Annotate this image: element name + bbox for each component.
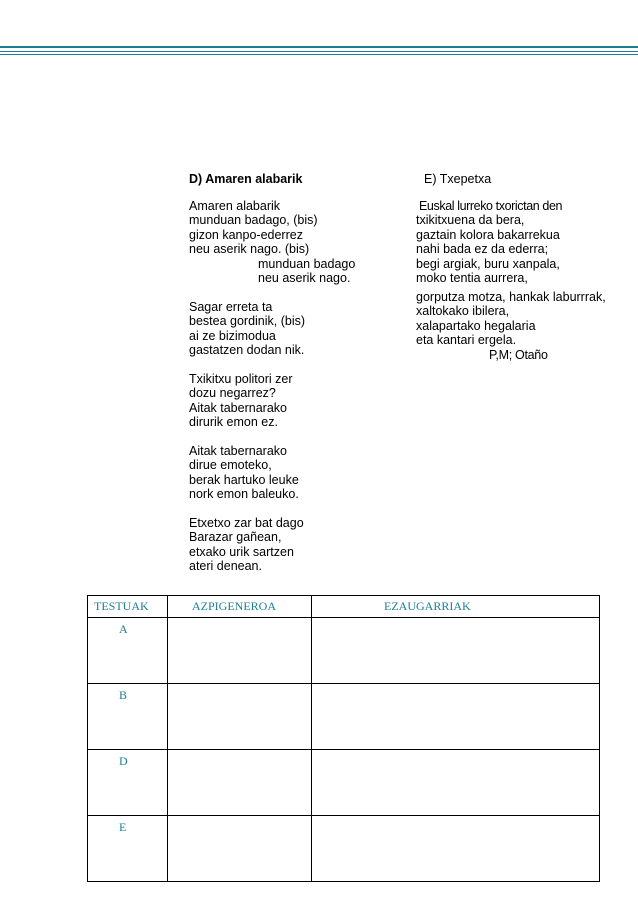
poem-e: [416, 172, 631, 362]
poem-line: Barazar gañean,: [189, 530, 282, 544]
poem-line: Aitak tabernarako: [189, 400, 287, 415]
poem-line: txikitxuena da bera,: [416, 213, 525, 227]
poem-line: dozu negarrez?: [189, 386, 276, 400]
poem-line: ateri denean.: [189, 559, 262, 573]
poem-line: Sagar erreta ta: [189, 299, 273, 314]
poem-line: Etxetxo zar bat dago: [189, 515, 304, 530]
row-label: B: [88, 684, 168, 750]
ezaugarriak-cell[interactable]: [312, 618, 600, 684]
poem-d-stanza-1: [189, 199, 389, 286]
poem-line-refrain: neu aserik nago.: [258, 271, 351, 285]
poem-d-stanza-4: [189, 444, 389, 502]
table-row: [88, 750, 600, 816]
poem-line: Euskal lurreko txorictan den: [419, 198, 563, 213]
table-row: [88, 618, 600, 684]
poem-line: nork emon baleuko.: [189, 487, 299, 501]
header-rule-thick: [0, 46, 638, 48]
table-header-row: [88, 596, 600, 618]
poem-d-stanza-5: [189, 516, 389, 574]
poem-line: dirurik emon ez.: [189, 415, 278, 429]
poem-line: ai ze bizimodua: [189, 328, 276, 343]
poem-line: neu aserik nago. (bis): [189, 242, 310, 256]
poem-line: xalapartako hegalaria: [416, 318, 536, 333]
poem-line: Amaren alabarik: [189, 198, 281, 213]
poem-e-title: E) Txepetxa: [424, 172, 492, 186]
analysis-table: [87, 595, 600, 882]
ezaugarriak-cell[interactable]: [312, 750, 600, 816]
header-azpigeneroa: AZPIGENEROA: [168, 596, 312, 618]
azpigeneroa-cell[interactable]: [168, 684, 312, 750]
poem-line: moko tentia aurrera,: [416, 271, 528, 285]
table-row: [88, 684, 600, 750]
header-testuak: TESTUAK: [88, 596, 168, 618]
poem-line: Aitak tabernarako: [189, 443, 287, 458]
poem-line: gaztain kolora bakarrekua: [416, 227, 560, 242]
poem-d-stanza-2: [189, 300, 389, 358]
table-row: [88, 816, 600, 882]
ezaugarriak-cell[interactable]: [312, 816, 600, 882]
poem-d: [189, 172, 389, 588]
poem-line: xaltokako ibilera,: [416, 304, 510, 318]
ezaugarriak-cell[interactable]: [312, 684, 600, 750]
poem-line: bestea gordinik, (bis): [189, 314, 306, 328]
row-label: A: [88, 618, 168, 684]
azpigeneroa-cell[interactable]: [168, 750, 312, 816]
header-rule-thin-2: [0, 54, 638, 55]
poem-line: dirue emoteko,: [189, 458, 272, 472]
poem-d-stanza-3: [189, 372, 389, 430]
poem-line: begi argiak, buru xanpala,: [416, 256, 560, 271]
row-label: E: [88, 816, 168, 882]
poem-d-title: D) Amaren alabarik: [189, 172, 303, 186]
poem-line: berak hartuko leuke: [189, 472, 299, 487]
azpigeneroa-cell[interactable]: [168, 618, 312, 684]
poem-line: gastatzen dodan nik.: [189, 343, 305, 357]
header-ezaugarriak: EZAUGARRIAK: [312, 596, 600, 618]
poem-line: etxako urik sartzen: [189, 544, 294, 559]
poem-line: gorputza motza, hankak laburrrak,: [416, 289, 606, 304]
poem-line: nahi bada ez da ederra;: [416, 242, 549, 256]
poem-line-refrain: munduan badago: [258, 256, 356, 271]
row-label: D: [88, 750, 168, 816]
poem-line: gizon kanpo-ederrez: [189, 227, 303, 242]
azpigeneroa-cell[interactable]: [168, 816, 312, 882]
header-rule-thin-1: [0, 51, 638, 52]
poem-line: munduan badago, (bis): [189, 213, 318, 227]
poem-e-signature: P,M; Otaño: [489, 347, 548, 362]
poem-line: Txikitxu politori zer: [189, 371, 293, 386]
poem-line: eta kantari ergela.: [416, 333, 517, 347]
